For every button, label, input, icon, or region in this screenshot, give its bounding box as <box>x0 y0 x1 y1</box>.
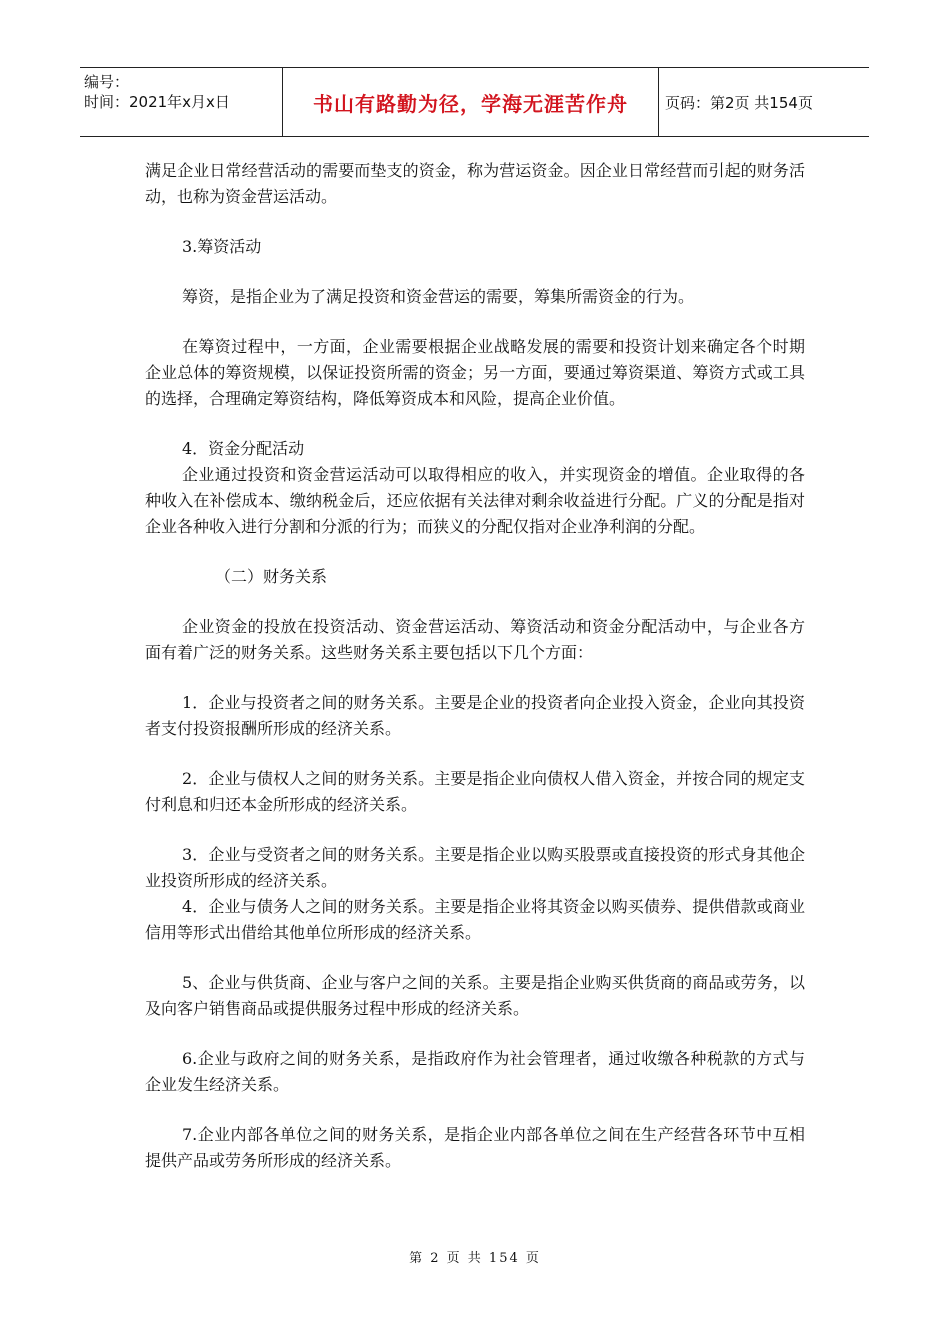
list-item-debtors: 4．企业与债务人之间的财务关系。主要是指企业将其资金以购买债券、提供借款或商业信用等形式出借给其他单位所形成的经济关系。 <box>145 897 805 942</box>
paragraph-continuation: 满足企业日常经营活动的需要而垫支的资金，称为营运资金。因企业日常经营而引起的财务活动，也称为资金营运活动。 <box>145 161 805 206</box>
list-item-creditors: 2．企业与债权人之间的财务关系。主要是指企业向债权人借入资金，并按合同的规定支付利息和归还本金所形成的经济关系。 <box>145 769 805 814</box>
section-heading-distribution: 4．资金分配活动 <box>182 439 305 458</box>
list-item-investees: 3．企业与受资者之间的财务关系。主要是指企业以购买股票或直接投资的形式身其他企业投资所形成的经济关系。 <box>145 845 805 890</box>
paragraph-financing-definition: 筹资，是指企业为了满足投资和资金营运的需要，筹集所需资金的行为。 <box>182 287 695 306</box>
section-heading-financial-relations: （二）财务关系 <box>215 567 328 586</box>
list-item-government: 6.企业与政府之间的财务关系，是指政府作为社会管理者，通过收缴各种税款的方式与企业发生经济关系。 <box>145 1049 805 1094</box>
document-body <box>145 158 805 1174</box>
page-header <box>80 67 869 137</box>
page-footer: 第 2 页 共 154 页 <box>409 1251 541 1266</box>
list-item-suppliers-customers: 5、企业与供货商、企业与客户之间的关系。主要是指企业购买供货商的商品或劳务，以及向客户销售商品或提供服务过程中形成的经济关系。 <box>145 973 805 1018</box>
number-label: 编号： <box>84 73 130 91</box>
header-page-info: 页码：第2页 共154页 <box>665 93 813 112</box>
list-item-investors: 1．企业与投资者之间的财务关系。主要是企业的投资者向企业投入资金，企业向其投资者支付投资报酬所形成的经济关系。 <box>145 693 805 738</box>
section-heading-financing: 3.筹资活动 <box>182 237 262 256</box>
paragraph-financing-process: 在筹资过程中，一方面，企业需要根据企业战略发展的需要和投资计划来确定各个时期企业总体的筹资规模，以保证投资所需的资金；另一方面，要通过筹资渠道、筹资方式或工具的选择，合理确定筹资结构，降低筹资成本和风险，提高企业价值。 <box>145 337 805 408</box>
paragraph-distribution: 企业通过投资和资金营运活动可以取得相应的收入，并实现资金的增值。企业取得的各种收入在补偿成本、缴纳税金后，还应依据有关法律对剩余收益进行分配。广义的分配是指对企业各种收入进行分割和分派的行为；而狭义的分配仅指对企业净利润的分配。 <box>145 465 805 536</box>
header-motto: 书山有路勤为径，学海无涯苦作舟 <box>283 68 659 136</box>
list-item-internal-units: 7.企业内部各单位之间的财务关系，是指企业内部各单位之间在生产经营各环节中互相提供产品或劳务所形成的经济关系。 <box>145 1125 805 1170</box>
date-label: 时间：2021年x月x日 <box>84 93 230 111</box>
paragraph-relations-intro: 企业资金的投放在投资活动、资金营运活动、筹资活动和资金分配活动中，与企业各方面有着广泛的财务关系。这些财务关系主要包括以下几个方面： <box>145 617 805 662</box>
header-meta <box>80 68 283 136</box>
